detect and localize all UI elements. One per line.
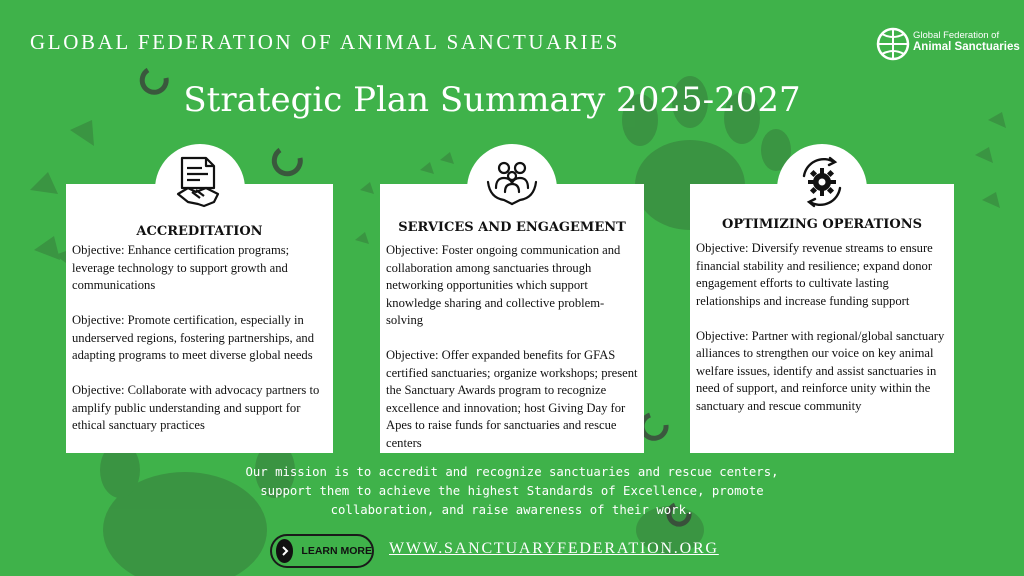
logo-line-2: Animal Sanctuaries <box>913 40 1020 53</box>
learn-more-label: LEARN MORE <box>301 545 372 557</box>
card-heading: ACCREDITATION <box>136 224 263 239</box>
mission-statement: Our mission is to accredit and recognize sanctuaries and rescue centers, support them to achieve the highest Standards of Excellence, promote collaboration, and raise awareness of their work. <box>245 465 779 517</box>
globe-logo-icon <box>876 24 910 64</box>
handshake-document-icon <box>172 154 228 210</box>
gear-cycle-icon <box>794 154 850 210</box>
people-in-hands-icon <box>484 154 540 210</box>
card-body <box>72 242 329 452</box>
objective-text: Objective: Foster ongoing communication and collaboration among sanctuaries through networking opportunities which support knowledge sharing and collective problem-solving <box>386 243 621 327</box>
page-title: Strategic Plan Summary 2025-2027 <box>183 80 801 120</box>
objective-text: Objective: Promote certification, especially in underserved regions, fostering partnerships, and adapting programs to meet diverse global needs <box>72 313 315 362</box>
objective-text: Objective: Offer expanded benefits for GFAS certified sanctuaries; organize workshops; present the Sanctuary Awards program to recognize excellence and innovation; host Giving Day for Apes to raise funds for sanctuaries and rescue centers <box>386 348 638 450</box>
optimizing-operations-card <box>690 184 954 453</box>
card-body <box>386 242 640 470</box>
services-engagement-card <box>380 184 644 453</box>
website-link[interactable]: WWW.SANCTUARYFEDERATION.ORG <box>389 540 719 557</box>
objective-text: Objective: Collaborate with advocacy partners to amplify public understanding and support for ethical sanctuary practices <box>72 383 320 432</box>
card-body <box>696 240 950 433</box>
organization-name: GLOBAL FEDERATION OF ANIMAL SANCTUARIES <box>30 30 620 54</box>
objective-text: Objective: Enhance certification programs; leverage technology to support growth and communications <box>72 243 290 292</box>
card-heading: SERVICES AND ENGAGEMENT <box>398 220 626 235</box>
objective-text: Objective: Diversify revenue streams to ensure financial stability and resilience; expand donor engagement efforts to cultivate lasting relationships and increase funding support <box>696 241 933 308</box>
objective-text: Objective: Partner with regional/global sanctuary alliances to strengthen our voice on key animal welfare issues, identify and assist sanctuaries in need of support, and reinforce unity within the sanctuary and rescue community <box>696 328 945 413</box>
card-icon-holder <box>155 144 245 234</box>
gfas-logo <box>876 20 1020 76</box>
learn-more-button[interactable] <box>270 534 374 568</box>
logo-text <box>913 31 1020 53</box>
chevron-right-icon <box>276 539 293 563</box>
logo-line-1: Global Federation of <box>913 30 1000 41</box>
card-heading: OPTIMIZING OPERATIONS <box>722 217 922 232</box>
accreditation-card <box>66 184 333 453</box>
